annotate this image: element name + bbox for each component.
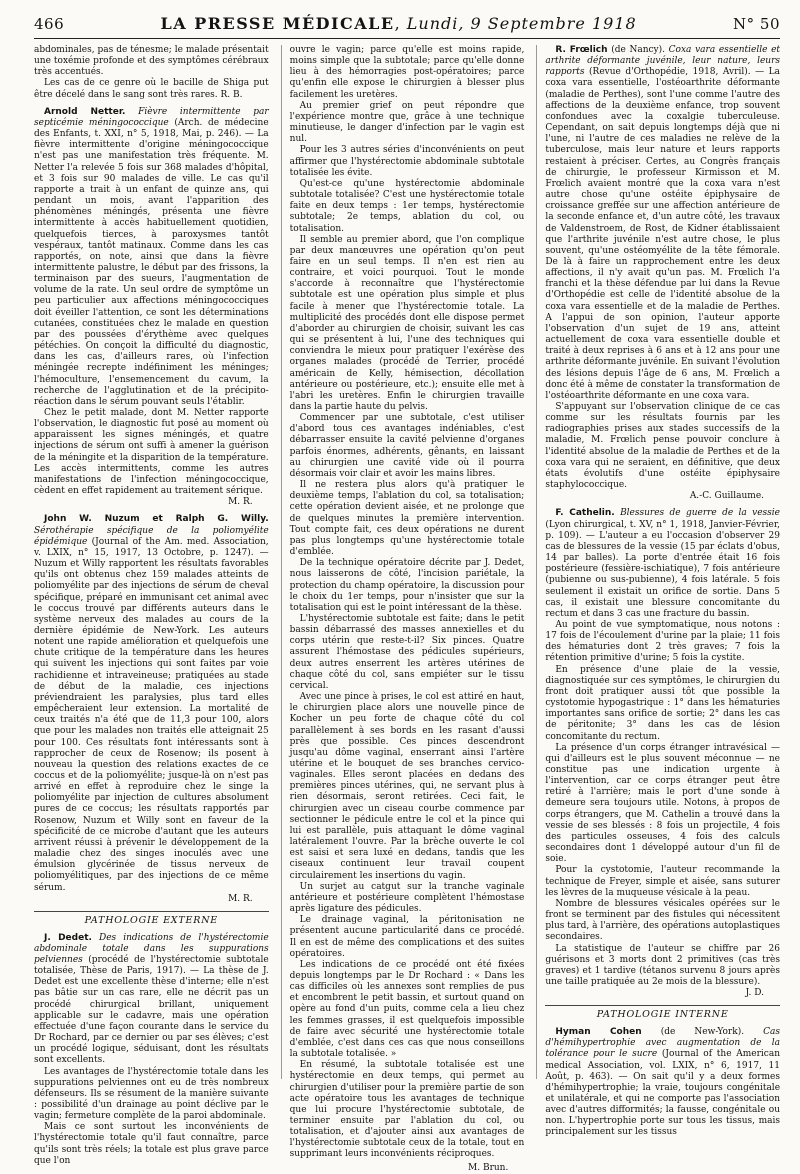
paragraph: Un surjet au catgut sur la tranche vaginale antérieure et postérieure complètent l'hémostase après ligature des pédicules. bbox=[289, 881, 525, 915]
abstract-entry-dedet bbox=[34, 933, 269, 1067]
signature: R. B. bbox=[220, 89, 243, 100]
entry-author: R. Frœlich bbox=[555, 45, 608, 55]
paragraph bbox=[34, 78, 269, 100]
abstract-entry-nuzum bbox=[34, 514, 269, 893]
paragraph: Les avantages de l'hystérectomie totale dans les suppurations pelviennes ont eu de très nombreux défenseurs. Ils se résument de la manière suivante : possibilité d'un drainage au point déclive par le vagin; fermeture complète de la paroi abdominale. bbox=[34, 1066, 269, 1122]
entry-reference: (procédé de l'hystérectomie subtotale totalisée, Thèse de Paris, 1917). — bbox=[34, 954, 269, 977]
paragraph: De la technique opératoire décrite par J. Dedet, nous laisserons de côté, l'incision pariétale, la protection du champ opératoire, la discussion pour le choix du 1er temps, pour n'insister que sur la totalisation qui est le point intéressant de la thèse. bbox=[289, 558, 525, 613]
entry-title: Fièvre intermittente par septicémie méningococcique bbox=[34, 106, 269, 128]
abstract-entry-cohen bbox=[545, 1027, 780, 1139]
running-head bbox=[34, 14, 780, 39]
journal-header: LA PRESSE MÉDICALE, Lundi, 9 Septembre 1918 bbox=[160, 14, 637, 33]
signature: J. D. bbox=[745, 988, 765, 999]
paragraph: ouvre le vagin; parce qu'elle est moins rapide, moins simple que la subtotale; parce qu'elle donne lieu à des hémorragies post-opératoires; parce qu'enfin elle expose le chirurgien à blesser plus facilement les uretères. bbox=[289, 45, 525, 100]
entry-title: Blessures de guerre de la vessie bbox=[620, 508, 780, 519]
entry-author: Hyman Cohen bbox=[555, 1027, 642, 1038]
signature: A.-C. Guillaume. bbox=[689, 491, 765, 502]
paragraph-text: Les cas de ce genre où le bacille de Shiga put être décelé dans le sang sont très rares. bbox=[34, 78, 269, 100]
entry-reference: (Revue d'Orthopédie, 1918, Avril). — bbox=[589, 67, 769, 78]
entry-reference: (Journal of the American medical Association, vol. LXIX, n° 6, 1917, 11 Août, p. 463). — bbox=[545, 1049, 781, 1082]
entry-author: F. Cathelin. bbox=[555, 508, 615, 519]
entry-body: La thèse de J. Dedet est une excellente thèse d'interne; elle n'est pas bâtie sur un cas rare, elle ne décrit pas un procédé chirurgical brillant, uniquement applicable sur le cadavre, mais une opération effectuée d'une façon courante dans le service du Dr Rochard, par ce dernier ou par ses élèves; c'est un procédé logique, séduisant, dont les résultats sont excellents. bbox=[34, 966, 269, 1066]
paragraph: abdominales, pas de ténesme; le malade présentait une toxémie profonde et des symptômes cérébraux très accentués. bbox=[34, 45, 269, 78]
signature: M. R. bbox=[228, 893, 253, 904]
entry-title: Des indications de l'hystérectomie abdominale totale dans les suppurations pelviennes bbox=[34, 932, 269, 965]
section-heading: PATHOLOGIE EXTERNE bbox=[34, 911, 269, 927]
abstract-entry-netter bbox=[34, 107, 269, 408]
entry-body: La coxa vara essentielle, l'ostéoarthrite déformante (maladie de Perthes), sont l'une comme l'autre des affections de la deuxième enfance, trop souvent confondues avec la coxalgie tuberculeuse. Cependant, on sait depuis longtemps déjà que ni l'une, ni l'autre de ces maladies ne relève de la tuberculose, mais leur nature et leurs rapports restaient à préciser. Certes, au Congrès français de chirurgie, le professeur Kirmisson et M. Frœlich avaient montré que la coxa vara n'est autre chose qu'une ostéite épiphysaire de croissance greffée sur une affection antérieure de la seconde enfance et, d'un autre côté, les travaux de Valdenstroem, de Rost, de Kidner établissaient que l'arthrite juvénile n'est autre chose, le plus souvent, qu'une ostéomyélite de la tête fémorale. De là à faire un rapprochement entre les deux affections, il n'y avait qu'un pas. M. Frœlich l'a franchi et la thèse défendue par lui dans la Revue d'Orthopédie est celle de l'identité absolue de la coxa vara essentielle et de la maladie de Perthes. A l'appui de son opinion, l'auteur apporte l'observation d'un sujet de 19 ans, atteint actuellement de coxa vara essentielle double et traité à deux reprises à 6 ans et à 12 ans pour une arthrite déformante juvénile. En suivant l'évolution des lésions depuis l'âge de 6 ans, M. Frœlich a donc été à même de constater la transformation de l'ostéoarthrite déformante en une coxa vara. bbox=[545, 67, 781, 401]
paragraph: En présence d'une plaie de la vessie, diagnostiquée sur ces symptômes, le chirurgien du front doit pratiquer aussi tôt que possible la cystotomie hypogastrique : 1° dans les hématuries importantes sans orifice de sortie; 2° dans les cas de péritonite; 3° dans les cas de lésion concomitante du rectum. bbox=[545, 664, 781, 742]
paragraph: En résumé, la subtotale totalisée est une hystérectomie en deux temps, qui permet au chirurgien d'utiliser pour la première partie de son acte opératoire tous les avantages de technique que lui procure l'hystérectomie subtotale, de terminer ensuite par l'ablation du col, ou totalisation, et d'ajouter ainsi aux avantages de l'hystérectomie subtotale ceux de la totale, tout en supprimant leurs inconvénients réciproques. bbox=[289, 1060, 525, 1160]
paragraph: Au premier grief on peut répondre que l'expérience montre que, grâce à une technique minutieuse, le danger d'infection par le vagin est nul. bbox=[289, 100, 525, 145]
paragraph: Il ne restera plus alors qu'à pratiquer le deuxième temps, l'ablation du col, sa totalisation; cette opération devient aisée, et ne prolonge que de quelques minutes la première intervention. Tout compte fait, ces deux opérations ne durent pas plus longtemps qu'une hystérectomie totale d'emblée. bbox=[289, 480, 525, 558]
entry-author-location: (de Nancy). bbox=[611, 45, 666, 55]
abstract-entry-froelich bbox=[545, 45, 780, 402]
entry-reference: (Lyon chirurgical, t. XV, n° 1, 1918, Janvier-Février, p. 109). — bbox=[545, 519, 781, 541]
abstract-entry-cathelin bbox=[545, 508, 780, 620]
signature: M. R. bbox=[228, 497, 253, 508]
text-columns bbox=[34, 45, 781, 1173]
entry-body: L'auteur a eu l'occasion d'observer 29 cas de blessures de la vessie (15 par éclats d'obus, 14 par balles). La porte d'entrée était 16 fois postérieure (fessière-ischiatique), 7 fois antérieure (pubienne ou sus-pubienne), 4 fois latérale. 5 fois seulement il existait un orifice de sortie. Dans 5 cas, il existait une blessure concomitante du rectum et dans 3 cas une fracture du bassin. bbox=[545, 530, 781, 619]
entry-author: John W. Nuzum et Ralph G. Willy. bbox=[44, 514, 269, 525]
entry-reference: (Journal of the Am. med. Association, v. LXIX, n° 15, 1917, 13 Octobre, p. 1247). — bbox=[34, 536, 269, 558]
column-2 bbox=[281, 45, 525, 1173]
paragraph: Le drainage vaginal, la péritonisation ne présentent aucune particularité dans ce procédé. Il en est de même des complications et des suites opératoires. bbox=[289, 915, 525, 959]
paragraph: Mais ce sont surtout les inconvénients de l'hystérectomie totale qu'il faut connaître, parce qu'ils sont très réels; la totale est plus grave parce que l'on bbox=[34, 1122, 269, 1166]
paragraph: Commencer par une subtotale, c'est utiliser d'abord tous ces avantages indéniables, c'est débarrasser ensuite la cavité pelvienne d'organes parfois énormes, adhérents, gênants, en laissant au chirurgien une cavité vide où il pourra désormais voir clair et avoir les mains libres. bbox=[289, 413, 525, 479]
column-3 bbox=[536, 45, 781, 1138]
entry-title: Sérothérapie spécifique de la poliomyélite épidémique bbox=[34, 525, 269, 547]
issue-date: Lundi, 9 Septembre 1918 bbox=[406, 14, 637, 33]
journal-title: LA PRESSE MÉDICALE bbox=[160, 14, 395, 33]
issue-number: N° 50 bbox=[733, 15, 780, 33]
entry-title: Cas d'hémihypertrophie avec augmentation de la tolérance pour le sucre bbox=[545, 1027, 781, 1060]
paragraph: Pour la cystotomie, l'auteur recommande la technique de Freyer, simple et aisée, sans suturer les lèvres de la muqueuse vésicale à la peau. bbox=[545, 865, 781, 898]
signature: M. Brun. bbox=[468, 1162, 509, 1173]
column-1 bbox=[34, 45, 269, 1166]
paragraph: Qu'est-ce qu'une hystérectomie abdominale subtotale totalisée? C'est une hystérectomie totale faite en deux temps : 1er temps, hystérectomie subtotale; 2e temps, ablation du col, ou totalisation. bbox=[289, 178, 525, 234]
entry-title: Coxa vara essentielle et arthrite déformante juvénile, leur nature, leurs rapports bbox=[545, 45, 781, 78]
paragraph: Avec une pince à prises, le col est attiré en haut, le chirurgien place alors une nouvelle pince de Kocher un peu forte de chaque côté du col parallèlement à ses bords en les rasant d'aussi près que possible. Ces pinces descendront jusqu'au dôme vaginal, enserrant ainsi l'artère utérine et le bouquet de ses branches cervico-vaginales. Elles seront placées en dedans des premières pinces utérines, qui, ne servant plus à rien désormais, seront retirées. Ceci fait, le chirurgien avec un ciseau courbe commence par sectionner le pédicule entre le col et la pince qui lui est parallèle, puis attaquant le dôme vaginal latéralement l'ouvre. Par la brèche ouverte le col est saisi et sera luxé en dedans, tandis que les ciseaux continuent leur travail coupent circulairement les insertions du vagin. bbox=[289, 692, 525, 881]
paragraph: La statistique de l'auteur se chiffre par 26 guérisons et 3 morts dont 2 primitives (cas très graves) et 1 tardive (tétanos survenu 8 jours après une taille pratiquée au 2e mois de la blessure). bbox=[545, 943, 781, 987]
paragraph: L'hystérectomie subtotale est faite; dans le petit bassin débarrassé des masses annexielles et du corps utérin que reste-t-il? Six pinces. Quatre assurent l'hémostase des pédicules supérieurs, deux autres enserrent les artères utérines de chaque côté du col, sans empiéter sur le tissu cervical. bbox=[289, 613, 525, 691]
paragraph: Nombre de blessures vésicales opérées sur le front se terminent par des fistules qui nécessitent plus tard, à l'arrière, des opérations autoplastiques secondaires. bbox=[545, 898, 781, 943]
paragraph: Les indications de ce procédé ont été fixées depuis longtemps par le Dr Rochard : « Dans les cas difficiles où les annexes sont remplies de pus et encombrent le petit bassin, et surtout quand on opère au fond d'un puits, comme cela a lieu chez les femmes grasses, il est quelquefois impossible de faire avec sécurité une hystérectomie totale d'emblée, c'est dans ces cas que nous conseillons la subtotale totalisée. » bbox=[289, 959, 525, 1060]
entry-author: Arnold Netter. bbox=[44, 106, 126, 117]
page-number: 466 bbox=[34, 15, 65, 33]
entry-body: On sait qu'il y a deux formes d'hémihypertrophie; la vraie, toujours congénitale et unilatérale, et qui ne comporte pas l'association avec d'autres difformités; la fausse, congénitale ou non. L'hypertrophie porte sur tous les tissus, mais principalement sur les tissus bbox=[545, 1071, 781, 1138]
paragraph: Il semble au premier abord, que l'on complique par deux manœuvres une opération qu'on peut faire en un seul temps. Il n'en est rien au contraire, et voici pourquoi. Tout le monde s'accorde à reconnaître que l'hystérectomie subtotale est une opération plus simple et plus facile à mener que l'hystérectomie totale. La multiplicité des procédés dont elle dispose permet d'aborder au chirurgien de choisir, suivant les cas qui se présentent à lui, l'une des techniques qui conviendra le mieux pour pratiquer l'exérèse des organes malades (procédé de Terrier, procédé américain de Kelly, hémisection, décollation antérieure ou postérieure, etc.); ensuite elle met à l'abri les uretères. Enfin le chirurgien travaille dans la partie haute du pelvis. bbox=[289, 234, 525, 412]
paragraph: Au point de vue symptomatique, nous notons : 17 fois de l'écoulement d'urine par la plaie; 11 fois des hématuries dont 2 très graves; 7 fois la rétention primitive d'urine; 5 fois la cystite. bbox=[545, 619, 781, 664]
paragraph: La présence d'un corps étranger intravésical — qui d'ailleurs est le plus souvent méconnue — ne constitue pas une indication urgente à l'intervention, car ce corps étranger peut être retiré à l'arrière; mais le port d'une sonde à demeure sera toujours utile. Notons, à propos de corps étrangers, que M. Cathelin a trouvé dans la vessie de ses blessés : 8 fois un projectile, 4 fois des particules osseuses, 4 fois des calculs secondaires dont 1 développé autour d'un fil de soie. bbox=[545, 742, 781, 865]
paragraph: S'appuyant sur l'observation clinique de ce cas comme sur les résultats fournis par les radiographies prises aux stades successifs de la maladie, M. Frœlich pense pouvoir conclure à l'identité absolue de la maladie de Perthes et de la coxa vara qui ne seraient, en définitive, que deux états évolutifs d'une ostéite épiphysaire staphylococcique. bbox=[545, 402, 781, 491]
paragraph: Chez le petit malade, dont M. Netter rapporte l'observation, le diagnostic fut posé au moment où apparaissent les signes méningés, et quatre injections de sérum ont suffi à amener la guérison de la méningite et la disparition de la température. Les accès intermittents, comme les autres manifestations de l'infection méningococcique, cèdent en effet rapidement au traitement sérique. bbox=[34, 408, 269, 497]
paragraph: Pour les 3 autres séries d'inconvénients on peut affirmer que l'hystérectomie abdominale subtotale totalisée les évite. bbox=[289, 145, 525, 178]
entry-author: J. Dedet. bbox=[44, 932, 92, 943]
entry-body: La fièvre intermittente d'origine méningococcique n'est pas une manifestation très fréquente. M. Netter l'a relevée 5 fois sur 368 malades d'hôpital, et 3 fois sur 90 malades de ville. Le cas qu'il rapporte a trait à un enfant de quinze ans, qui pendant un mois, avant l'apparition des phénomènes méningés, présenta une fièvre intermittente à accès habituellement quotidien, quelquefois tierces, à paroxysmes tantôt vespéraux, tantôt matinaux. Comme dans les cas rapportés, on note, ainsi que dans la fièvre intermittente palustre, le début par des frissons, la terminaison par des sueurs, l'augmentation de volume de la rate. Un seul ordre de symptôme un peu particulier aux affections méningococciques doit éveiller l'attention, ce sont les déterminations cutanées, constituées chez le malade en question par des poussées d'érythème avec quelques pétéchies. On conçoit la difficulté du diagnostic, dans les cas, d'ailleurs rares, où l'infection méningée recrepte indéfiniment les méninges; l'hémoculture, l'ensemencement du cavum, la recherche de l'agglutination et de la précipito-réaction dans le sérum pouvant seuls l'établir. bbox=[34, 129, 269, 407]
entry-reference: (Arch. de médecine des Enfants, t. XXI, n° 5, 1918, Mai, p. 246). — bbox=[34, 117, 269, 140]
entry-body: Nuzum et Willy rapportent les résultats favorables qu'ils ont obtenus chez 159 malades atteints de poliomyélite par des injections de sérum de cheval spécifique, préparé en immunisant cet animal avec le coccus trouvé par différents auteurs dans le système nerveux des malades au cours de la dernière épidémie de New-York. Les auteurs notent une rapide amélioration et quelquefois une chute critique de la température dans les heures qui suivent les injections qui sont faites par voie rachidienne et intraveineuse; pratiquées au stade de début de la maladie, ces injections préviendraient les paralysies, plus tard elles empêcheraient leur extension. La mortalité de ceux traités n'a été que de 11,3 pour 100, alors que pour les malades non traités elle atteignait 25 pour 100. Ces résultats font intéressants sont à rapprocher de ceux de Rosenow; ils posent à nouveau la question des relations exactes de ce coccus et de la poliomyélite; jusque-là on n'est pas arrivé en effet à reproduire chez le singe la poliomyélite par injection de cultures absolument pures de ce coccus; les résultats rapportés par Rosenow, Nuzum et Willy sont en faveur de la spécificité de ce microbe d'autant que les auteurs arrivent réussi à prévenir le développement de la maladie chez des singes inoculés avec une émulsion glycérinée de tissus nerveux de poliomyélitiques, par des injections de ce même sérum. bbox=[34, 559, 269, 893]
entry-author-location: (de New-York). bbox=[660, 1027, 745, 1038]
section-heading: PATHOLOGIE INTERNE bbox=[545, 1005, 780, 1021]
